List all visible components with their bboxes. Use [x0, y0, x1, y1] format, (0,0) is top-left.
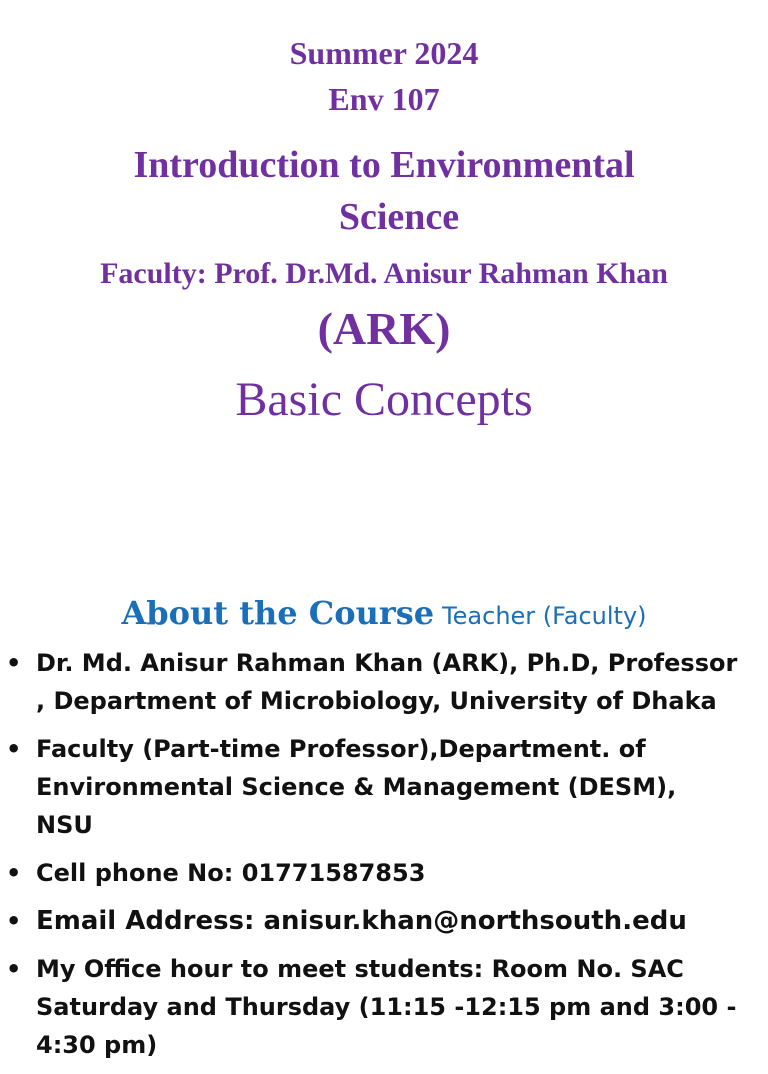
list-item-text: Faculty (Part-time Professor),Department. of Environmental Science & Management (DESM), NSU [36, 735, 677, 839]
list-item [0, 854, 740, 892]
bullet-icon: • [6, 735, 22, 763]
course-title-line-2: Science [338, 196, 460, 238]
about-subheading: Teacher (Faculty) [442, 602, 647, 630]
topic-title: Basic Concepts [235, 373, 533, 426]
course-title-line-1: Introduction to Environmental [133, 144, 635, 186]
bullet-icon: • [6, 649, 22, 677]
list-item [0, 950, 740, 1064]
about-heading: About the Course [121, 594, 435, 632]
about-heading-row [0, 594, 768, 632]
term-label: Summer 2024 [289, 35, 479, 71]
info-list [0, 644, 740, 1074]
list-item [0, 902, 740, 940]
list-item [0, 644, 740, 720]
list-item-text: Email Address: anisur.khan@northsouth.edu [36, 906, 687, 936]
bullet-icon: • [6, 907, 22, 935]
bullet-icon: • [6, 859, 22, 887]
list-item-text: Dr. Md. Anisur Rahman Khan (ARK), Ph.D, Professor , Department of Microbiology, University of Dhaka [36, 649, 738, 715]
list-item-text: My Office hour to meet students: Room No. SAC Saturday and Thursday (11:15 -12:15 pm and 3:00 - 4:30 pm) [36, 955, 737, 1059]
faculty-name: Faculty: Prof. Dr.Md. Anisur Rahman Khan [100, 257, 668, 290]
list-item-text: Cell phone No: 01771587853 [36, 859, 426, 887]
faculty-abbreviation: (ARK) [317, 303, 451, 354]
course-code: Env 107 [328, 81, 440, 117]
list-item [0, 730, 740, 844]
bullet-icon: • [6, 955, 22, 983]
